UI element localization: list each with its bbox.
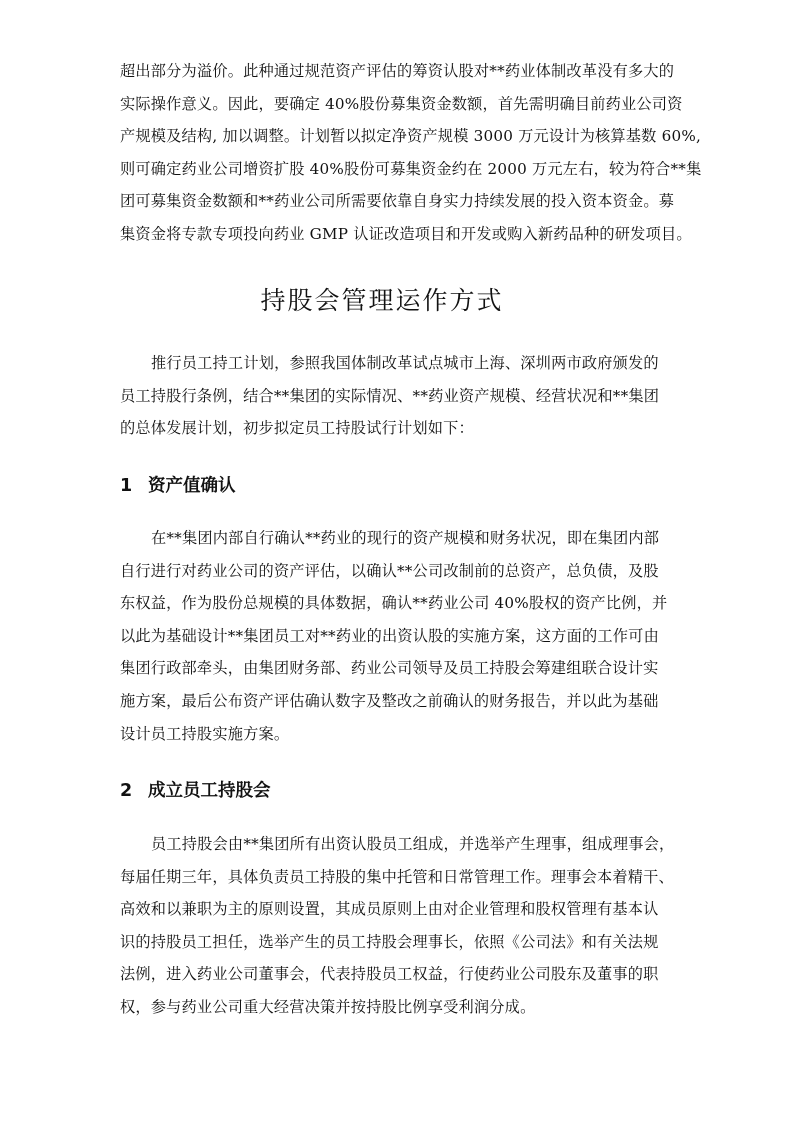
heading-title: 资产值确认 xyxy=(148,476,236,496)
subsection-heading-1 xyxy=(120,471,236,501)
paragraph-line: 权，参与药业公司重大经营决策并按持股比例享受利润分成。 xyxy=(120,997,536,1016)
paragraph-line: 每届任期三年，具体负责员工持股的集中托管和日常管理工作。理事会本着精干、 xyxy=(120,867,674,886)
paragraph-line: 设计员工持股实施方案。 xyxy=(120,724,290,743)
paragraph-line: 识的持股员工担任，选举产生的员工持股会理事长，依照《公司法》和有关法规 xyxy=(120,932,659,951)
section-title xyxy=(0,281,794,321)
intro-paragraph xyxy=(120,55,702,251)
subsection-heading-2 xyxy=(120,776,271,806)
paragraph-line: 则可确定药业公司增资扩股 40%股份可募集资金约在 2000 万元左右，较为符合**集 xyxy=(120,159,702,178)
paragraph-line: 员工持股会由**集团所有出资认股员工组成，并选举产生理事，组成理事会， xyxy=(151,835,675,853)
heading-number: 1 xyxy=(120,476,133,496)
subsection-1-paragraph xyxy=(120,522,692,750)
paragraph-line: 产规模及结构, 加以调整。计划暂以拟定净资产规模 3000 万元设计为核算基数 60%, xyxy=(120,127,701,146)
paragraph-line: 集资金将专款专项投向药业 GMP 认证改造项目和开发或购入新药品种的研发项目。 xyxy=(120,224,692,243)
heading-number: 2 xyxy=(120,781,133,801)
subsection-2-paragraph xyxy=(120,828,692,1024)
paragraph-line: 员工持股行条例，结合**集团的实际情况、**药业资产规模、经营状况和**集团 xyxy=(120,386,660,405)
section-title-text: 持股会管理运作方式 xyxy=(260,286,504,315)
paragraph-line: 超出部分为溢价。此种通过规范资产评估的筹资认股对**药业体制改革没有多大的 xyxy=(120,62,675,80)
paragraph-line: 以此为基础设计**集团员工对**药业的出资认股的实施方案，这方面的工作可由 xyxy=(120,626,659,645)
paragraph-line: 推行员工持工计划，参照我国体制改革试点城市上海、深圳两市政府颁发的 xyxy=(151,354,659,372)
paragraph-line: 施方案，最后公布资产评估确认数字及整改之前确认的财务报告，并以此为基础 xyxy=(120,691,659,710)
paragraph-line: 集团行政部牵头，由集团财务部、药业公司领导及员工持股会筹建组联合设计实 xyxy=(120,659,659,678)
paragraph-line: 团可募集资金数额和**药业公司所需要依靠自身实力持续发展的投入资本资金。募 xyxy=(120,192,675,211)
paragraph-line: 在**集团内部自行确认**药业的现行的资产规模和财务状况，即在集团内部 xyxy=(151,529,660,547)
heading-title: 成立员工持股会 xyxy=(148,781,271,801)
paragraph-line: 东权益，作为股份总规模的具体数据，确认**药业公司 40%股权的资产比例，并 xyxy=(120,594,668,613)
paragraph-line: 实际操作意义。因此，要确定 40%股份募集资金数额，首先需明确目前药业公司资 xyxy=(120,94,683,113)
paragraph-line: 法例，进入药业公司董事会，代表持股员工权益，行使药业公司股东及董事的职 xyxy=(120,965,659,984)
paragraph-line: 自行进行对药业公司的资产评估，以确认**公司改制前的总资产，总负债，及股 xyxy=(120,561,659,580)
section-intro-paragraph xyxy=(120,347,692,445)
paragraph-line: 的总体发展计划，初步拟定员工持股试行计划如下： xyxy=(120,419,474,438)
paragraph-line: 高效和以兼职为主的原则设置，其成员原则上由对企业管理和股权管理有基本认 xyxy=(120,900,659,919)
